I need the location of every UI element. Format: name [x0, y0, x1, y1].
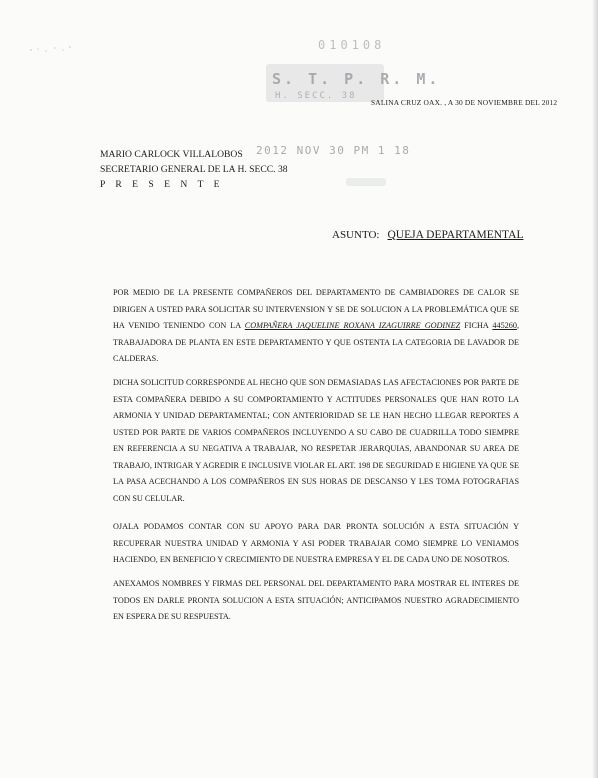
ficha-number: 445260 — [492, 321, 517, 330]
paragraph-1-text: POR MEDIO DE LA PRESENTE COMPAÑEROS DEL DEPARTAMENTO DE CAMBIADORES DE CALOR SE DIRIGEN A USTED PARA SOLICITAR SU INTERVENSION Y SE DE SOLUCION A LA PROBLEMÁTICA QUE SE HA VENIDO TENIENDO CON LA — [113, 288, 519, 330]
paragraph-2: DICHA SOLICITUD CORRESPONDE AL HECHO QUE SON DEMASIADAS LAS AFECTACIONES POR PARTE DE ESTA COMPAÑERA DEBIDO A SU COMPORTAMIENTO Y ACTITUDES PERSONALES QUE HAN ROTO LA ARMONIA Y UNIDAD DEPARTAMENTAL; CON ANTERIORIDAD SE LE HAN HECHO LLEGAR REPORTES A USTED POR PARTE DE VARIOS COMPAÑEROS INCLUYENDO A SU CABO DE CUADRILLA TODO SIEMPRE EN REFERENCIA A SU NEGATIVA A TRABAJAR, NO RESPETAR JERARQUIAS, ABANDONAR SU AREA DE TRABAJO, INTRIGAR Y AGREDIR E INCLUSIVE VIOLAR EL ART. 198 DE SEGURIDAD E HIGIENE YA QUE SE LA PASA ACECHANDO A LOS COMPAÑEROS EN SUS HORAS DE DESCANSO Y LES TOMA FOTOGRAFIAS CON SU CELULAR. — [113, 378, 519, 503]
stamp-smudge — [346, 178, 386, 186]
date-line: SALINA CRUZ OAX. , A 30 DE NOVIEMBRE DEL 2012 — [371, 98, 558, 107]
paragraph-1-text-end: , TRABAJADORA DE PLANTA EN ESTE DEPARTAMENTO Y QUE OSTENTA LA CATEGORIA DE LAVADOR DE CALDERAS. — [113, 321, 519, 363]
scan-edge-shadow — [592, 0, 598, 778]
paragraph-3: OJALA PODAMOS CONTAR CON SU APOYO PARA DAR PRONTA SOLUCIÓN A ESTA SITUACIÓN Y RECUPERAR NUESTRA UNIDAD Y ARMONIA Y ASI PODER TRABAJAR COMO SIEMPRE LO VENIAMOS HACIENDO, EN BENEFICIO Y CRECIMIENTO DE NUESTRA EMPRESA Y EL DE CADA UNO DE NOSOTROS. — [113, 522, 519, 564]
union-stamp-line-2: H. SECC. 38 — [275, 91, 357, 101]
scan-noise-graphic — [28, 45, 74, 53]
subject-value: QUEJA DEPARTAMENTAL — [387, 229, 524, 241]
scan-mark — [28, 40, 74, 48]
recipient-greeting: P R E S E N T E — [100, 179, 224, 190]
subject-line — [332, 229, 524, 241]
paragraph-1 — [113, 285, 519, 368]
registration-number-stamp: 010108 — [318, 38, 386, 52]
recipient-title: SECRETARIO GENERAL DE LA H. SECC. 38 — [100, 164, 288, 175]
named-coworker: COMPAÑERA JAQUELINE ROXANA IZAGUIRRE GODINEZ — [244, 321, 461, 330]
paragraph-1-ficha-label: FICHA — [460, 321, 493, 330]
subject-label: ASUNTO: — [332, 229, 380, 241]
received-time-stamp: 2012 NOV 30 PM 1 18 — [256, 144, 411, 157]
recipient-name: MARIO CARLOCK VILLALOBOS — [100, 149, 243, 160]
union-stamp-line-1: S. T. P. R. M. — [272, 70, 441, 88]
paragraph-4: ANEXAMOS NOMBRES Y FIRMAS DEL PERSONAL DEL DEPARTAMENTO PARA MOSTRAR EL INTERES DE TODOS EN DARLE PRONTA SOLUCION A ESTA SITUACIÓN; ANTICIPAMOS NUESTRO AGRADECIMIENTO EN ESPERA DE SU RESPUESTA. — [113, 579, 519, 621]
